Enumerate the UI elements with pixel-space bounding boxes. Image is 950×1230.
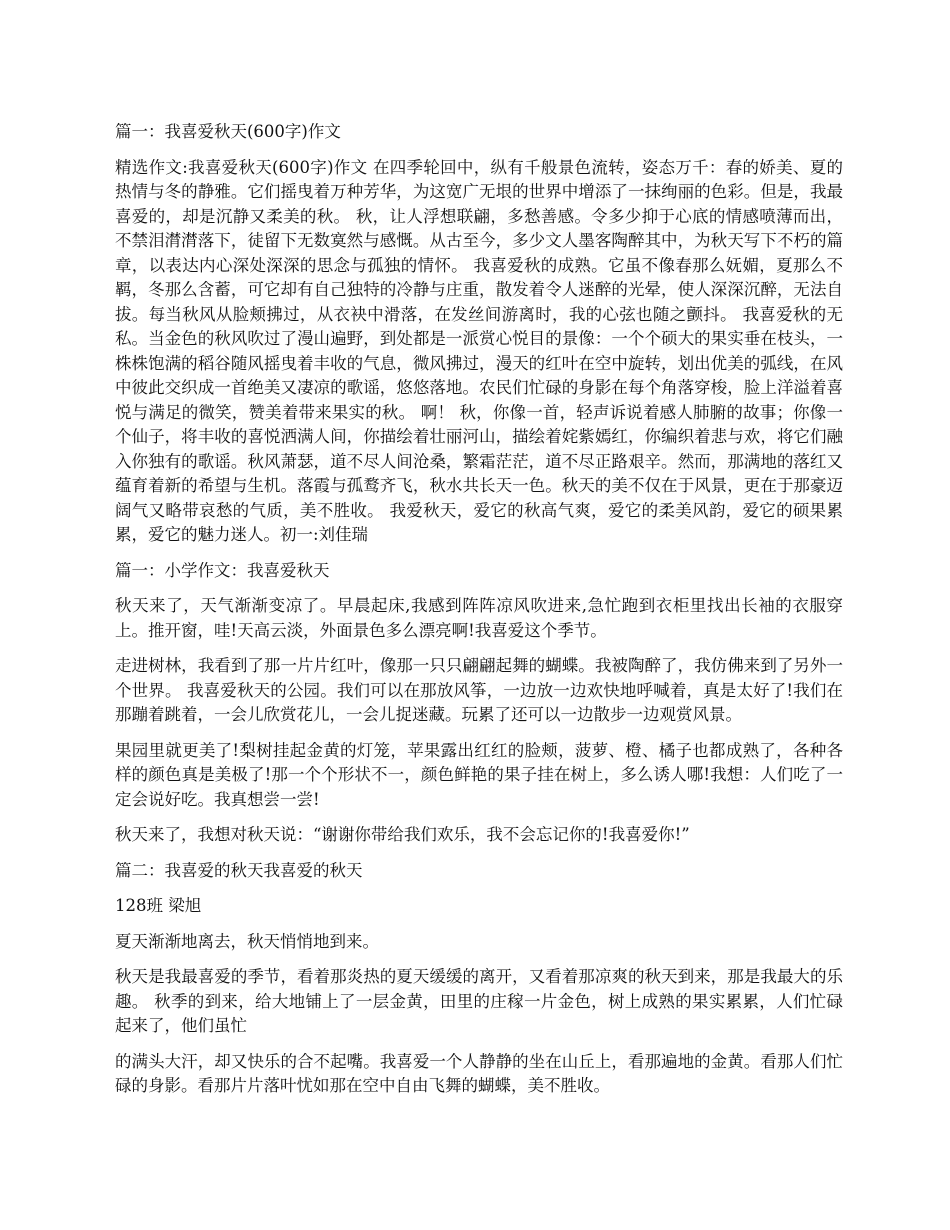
- essay-paragraph-6: 夏天渐渐地离去，秋天悄悄地到来。: [115, 931, 379, 951]
- essay-paragraph-7: 秋天是我最喜爱的季节，看着那炎热的夏天缓缓的离开，又看着那凉爽的秋天到来，那是我最大的乐趣。 秋季的到来，给大地铺上了一层金黄，田里的庄稼一片金色，树上成熟的果实累累，人们忙碌起来了，他们虽忙: [115, 967, 843, 1035]
- author-line: 128班 梁旭: [115, 896, 202, 915]
- document-body: [115, 120, 843, 1110]
- essay-paragraph-8: 的满头大汗，却又快乐的合不起嘴。我喜爱一个人静静的坐在山丘上，看那遍地的金黄。看那人们忙碌的身影。看那片片落叶忧如那在空中自由飞舞的蝴蝶，美不胜收。: [115, 1051, 843, 1095]
- essay-paragraph-5: 秋天来了，我想对秋天说：“谢谢你带给我们欢乐，我不会忘记你的!我喜爱你!”: [115, 825, 690, 844]
- section-heading-1: 篇一：我喜爱秋天(600字)作文: [115, 122, 341, 141]
- essay-paragraph-2: 秋天来了，天气渐渐变凉了。早晨起床,我感到阵阵凉风吹进来,急忙跑到衣柜里找出长袖的衣服穿上。推开窗，哇!天高云淡，外面景色多么漂亮啊!我喜爱这个季节。: [115, 596, 843, 640]
- section-heading-2: 篇一：小学作文：我喜爱秋天: [115, 560, 330, 580]
- essay-paragraph-4: 果园里就更美了!梨树挂起金黄的灯笼，苹果露出红红的脸颊，菠萝、橙、橘子也都成熟了，各种各样的颜色真是美极了!那一个个形状不一，颜色鲜艳的果子挂在树上，多么诱人哪!我想：人们吃了一定会说好吃。我真想尝一尝!: [115, 740, 843, 809]
- section-heading-3: 篇二：我喜爱的秋天我喜爱的秋天: [115, 860, 363, 880]
- essay-paragraph-1: 精选作文:我喜爱秋天(600字)作文 在四季轮回中，纵有千般景色流转，姿态万千：春的娇美、夏的热情与冬的静雅。它们摇曳着万种芳华，为这宽广无垠的世界中增添了一抹绚丽的色彩。但是，我最喜爱的，却是沉静又柔美的秋。 秋，让人浮想联翩，多愁善感。令多少抑于心底的情感喷薄而出，不禁泪潸潸落下，徒留下无数寞然与感慨。从古至今，多少文人墨客陶醉其中，为秋天写下不朽的篇章，以表达内心深处深深的思念与孤独的情怀。 我喜爱秋的成熟。它虽不像春那么妩媚，夏那么不羁，冬那么含蓄，可它却有自己独特的冷静与庄重，散发着令人迷醉的光晕，使人深深沉醉，无法自拔。每当秋风从脸颊拂过，从衣袂中滑落，在发丝间游离时，我的心弦也随之颤抖。 我喜爱秋的无私。当金色的秋风吹过了漫山遍野，到处都是一派赏心悦目的景像：一个个硕大的果实垂在枝头，一株株饱满的稻谷随风摇曳着丰收的气息，微风拂过，漫天的红叶在空中旋转，划出优美的弧线，在风中彼此交织成一首绝美又凄凉的歌谣，悠悠落地。农民们忙碌的身影在每个角落穿梭，脸上洋溢着喜悦与满足的微笑，赞美着带来果实的秋。 啊！ 秋，你像一首，轻声诉说着感人肺腑的故事；你像一个仙子，将丰收的喜悦洒满人间，你描绘着壮丽河山，描绘着姹紫嫣红，你编织着悲与欢，将它们融入你独有的歌谣。秋风萧瑟，道不尽人间沧桑，繁霜茫茫，道不尽正路艰辛。然而，那满地的落红又蕴育着新的希望与生机。落霞与孤鹜齐飞，秋水共长天一色。秋天的美不仅在于风景，更在于那豪迈阔气又略带哀愁的气质，美不胜收。 我爱秋天，爱它的秋高气爽，爱它的柔美风韵，爱它的硕果累累，爱它的魅力迷人。初一:刘佳瑞: [115, 157, 843, 544]
- essay-paragraph-3: 走进树林，我看到了那一片片红叶，像那一只只翩翩起舞的蝴蝶。我被陶醉了，我仿佛来到了另外一个世界。 我喜爱秋天的公园。我们可以在那放风筝，一边放一边欢快地呼喊着，真是太好了!我们在那蹦着跳着，一会儿欣赏花儿，一会儿捉迷藏。玩累了还可以一边散步一边观赏风景。: [115, 656, 843, 724]
